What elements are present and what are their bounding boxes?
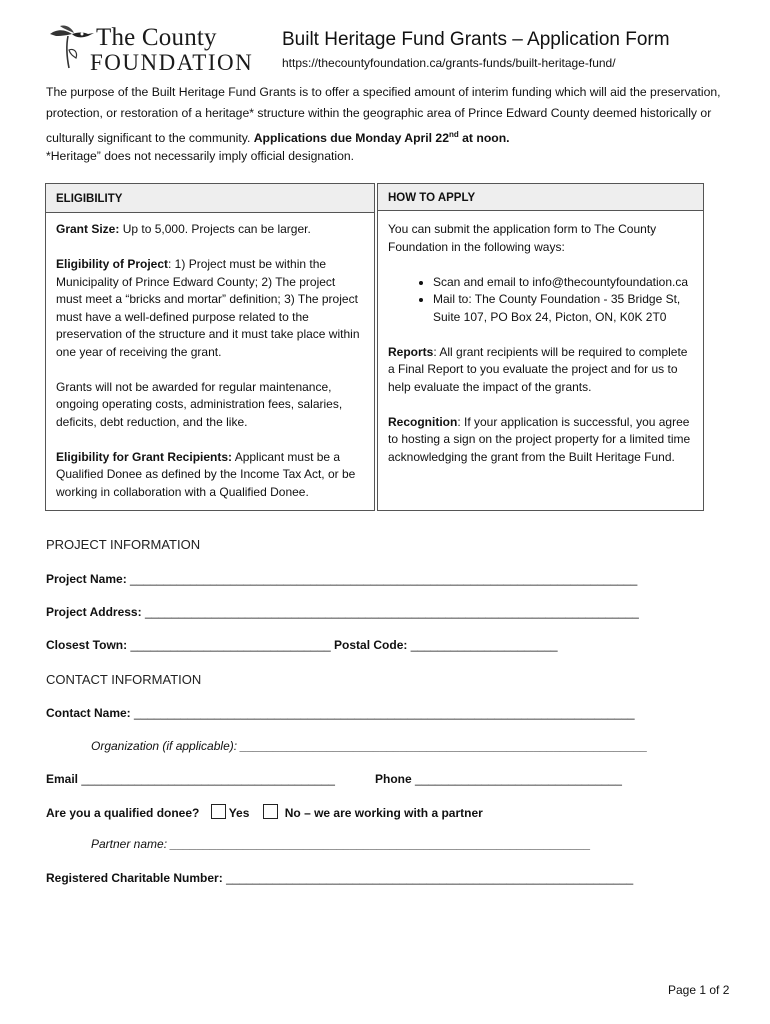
submission-methods [388, 274, 693, 327]
form-title: Built Heritage Fund Grants – Application Form [282, 29, 670, 50]
logo-text-line1: The County [96, 24, 217, 51]
contact-info-heading: CONTACT INFORMATION [46, 672, 202, 687]
list-item: • Scan and email to info@thecountyfoundation.ca [433, 274, 693, 292]
how-to-apply-box [377, 183, 704, 511]
logo-text-line2: FOUNDATION [90, 50, 254, 75]
qualified-donee-question: Are you a qualified donee? Yes No – we are working with a partner [46, 806, 483, 820]
yes-checkbox[interactable] [211, 804, 226, 819]
email-field[interactable]: Email ______________________________________ [46, 772, 335, 786]
project-eligibility: Eligibility of Project: 1) Project must be within the Municipality of Prince Edward County; 2) The project must meet a “bricks and mortar” definition; 3) The project must have a well-defined purpose related to the preservation of the structure and it must take place within one year of receiving the grant. [56, 257, 360, 359]
project-name-field[interactable]: Project Name: ____________________________________________________________________________ [46, 572, 638, 586]
phone-field[interactable]: Phone _______________________________ [375, 772, 622, 786]
how-to-apply-intro: You can submit the application form to The County Foundation in the following ways: [388, 222, 657, 254]
yes-label: Yes [228, 806, 250, 820]
recognition: Recognition: If your application is successful, you agree to hosting a sign on the project property for a limited time acknowledging the grant from the Built Heritage Fund. [388, 414, 691, 464]
how-to-apply-heading: HOW TO APPLY [378, 184, 703, 211]
partner-name-field[interactable]: Partner name: _______________________________________________________________ [91, 837, 591, 851]
no-label: No – we are working with a partner [284, 806, 483, 820]
form-url[interactable]: https://thecountyfoundation.ca/grants-funds/built-heritage-fund/ [282, 56, 616, 70]
eligibility-box [45, 183, 375, 511]
eligibility-heading: ELIGIBILITY [46, 184, 374, 213]
postal-code-field[interactable]: Postal Code: ______________________ [334, 638, 558, 652]
closest-town-field[interactable]: Closest Town: ______________________________ Postal Code: ______________________ [46, 638, 558, 652]
heritage-note: *Heritage” does not necessarily imply official designation. [46, 149, 355, 163]
not-awarded: Grants will not be awarded for regular maintenance, ongoing operating costs, administration fees, salaries, deficits, debt reduction, and the like. [56, 379, 343, 429]
page-number: Page 1 of 2 [668, 983, 730, 997]
how-to-apply-body [378, 211, 703, 492]
project-info-heading: PROJECT INFORMATION [46, 537, 201, 552]
organization-field[interactable]: Organization (if applicable): _____________________________________________________________ [91, 739, 648, 753]
list-item: • Mail to: The County Foundation - 35 Bridge St, Suite 107, PO Box 24, Picton, ON, K0K 2T0 [433, 291, 693, 326]
charitable-number-field[interactable]: Registered Charitable Number: _____________________________________________________________ [46, 871, 634, 885]
project-address-field[interactable]: Project Address: __________________________________________________________________________ [46, 605, 639, 619]
no-checkbox[interactable] [263, 804, 278, 819]
intro-paragraph [46, 82, 726, 149]
contact-name-field[interactable]: Contact Name: ___________________________________________________________________________ [46, 706, 635, 720]
deadline-text: Applications due Monday April 22nd at noon. [253, 130, 510, 146]
reports: Reports: All grant recipients will be required to complete a Final Report to you evaluate the project and for us to help evaluate the impact of the grants. [388, 344, 688, 394]
eligibility-body [46, 213, 374, 527]
intro-text: The purpose of the Built Heritage Fund Grants is to offer a specified amount of interim funding which will aid the preservation, protection, or restoration of a heritage* structure within the geographic area of Prince Edward County deemed historically or culturally significant to the community. [46, 85, 721, 146]
recipient-eligibility: Eligibility for Grant Recipients: Applicant must be a Qualified Donee as defined by the Income Tax Act, or be working in collaboration with a Qualified Donee. [56, 449, 356, 499]
grant-size: Grant Size: Up to 5,000. Projects can be larger. [56, 222, 311, 236]
